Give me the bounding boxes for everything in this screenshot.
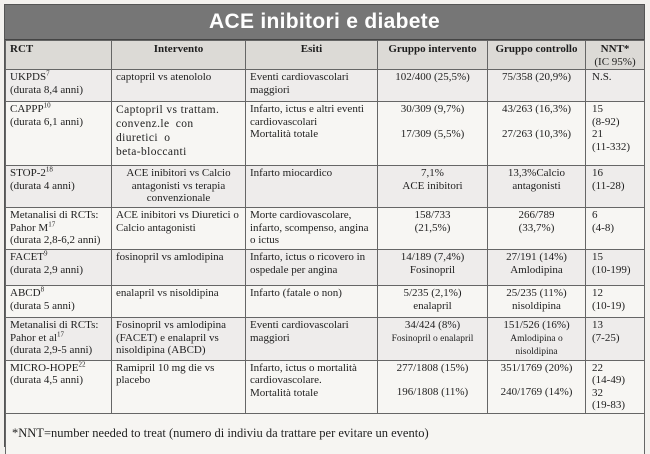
- cell-intervento: enalapril vs nisoldipina: [112, 286, 246, 318]
- footnote-row: [6, 413, 645, 454]
- cell-esiti: Morte cardiovascolare, infarto, scompenso, angina o ictus: [246, 208, 378, 250]
- table-row: [6, 318, 645, 361]
- cell-rct: ABCD$^8$ (durata 5 anni): [6, 286, 112, 318]
- cell-gruppo-controllo: 43/263 (16,3%) 27/263 (10,3%): [488, 102, 586, 166]
- cell-intervento: ACE inibitori vs Calcio antagonisti vs terapia convenzionale: [112, 166, 246, 208]
- cell-nnt: 22 (14-49) 32 (19-83): [586, 360, 645, 413]
- cell-gruppo-controllo: 13,3%Calcio antagonisti: [488, 166, 586, 208]
- table-row: [6, 286, 645, 318]
- footnote: *NNT=number needed to treat (numero di indiviu da trattare per evitare un evento): [6, 413, 645, 454]
- cell-gruppo-controllo: 351/1769 (20%) 240/1769 (14%): [488, 360, 586, 413]
- cell-gruppo-intervento: 102/400 (25,5%): [378, 70, 488, 102]
- table-row: [6, 208, 645, 250]
- header-intervento: Intervento: [112, 41, 246, 70]
- cell-gruppo-intervento: 7,1% ACE inibitori: [378, 166, 488, 208]
- header-nnt: [586, 41, 645, 70]
- cell-rct: UKPDS$^7$ (durata 8,4 anni): [6, 70, 112, 102]
- data-table: [5, 40, 645, 454]
- cell-gruppo-intervento: 158/733 (21,5%): [378, 208, 488, 250]
- cell-gruppo-intervento: 34/424 (8%) Fosinopril o enalapril: [378, 318, 488, 361]
- table-row: [6, 166, 645, 208]
- cell-rct: STOP-$2^{18}$ (durata 4 anni): [6, 166, 112, 208]
- header-rct: RCT: [6, 41, 112, 70]
- cell-gruppo-intervento: 5/235 (2,1%) enalapril: [378, 286, 488, 318]
- cell-nnt: 12 (10-19): [586, 286, 645, 318]
- header-esiti: Esiti: [246, 41, 378, 70]
- page-title: ACE inibitori e diabete: [5, 5, 644, 40]
- header-nnt-label: NNT*: [600, 43, 630, 55]
- cell-nnt: N.S.: [586, 70, 645, 102]
- cell-rct: FACET$^9$ (durata 2,9 anni): [6, 250, 112, 286]
- cell-intervento: fosinopril vs amlodipina: [112, 250, 246, 286]
- cell-rct: Metanalisi di RCTs: Pahor et $al^{17}$ (durata 2,9-5 anni): [6, 318, 112, 361]
- table-row: [6, 70, 645, 102]
- cell-nnt: 15 (8-92) 21 (11-332): [586, 102, 645, 166]
- header-row: [6, 41, 645, 70]
- cell-rct: Metanalisi di RCTs: Pahor $M^{17}$ (durata 2,8-6,2 anni): [6, 208, 112, 250]
- cell-esiti: Infarto (fatale o non): [246, 286, 378, 318]
- cell-gruppo-controllo: 266/789 (33,7%): [488, 208, 586, 250]
- cell-intervento: captopril vs atenololo: [112, 70, 246, 102]
- cell-nnt: 6 (4-8): [586, 208, 645, 250]
- cell-nnt: 13 (7-25): [586, 318, 645, 361]
- cell-rct: MICRO-HOPE$^{22}$ (durata 4,5 anni): [6, 360, 112, 413]
- cell-gruppo-intervento: 277/1808 (15%) 196/1808 (11%): [378, 360, 488, 413]
- cell-intervento: Captopril vs trattam. convenz.le con diuretici o beta-bloccanti: [112, 102, 246, 166]
- cell-esiti: Infarto miocardico: [246, 166, 378, 208]
- cell-nnt: 15 (10-199): [586, 250, 645, 286]
- cell-gruppo-controllo: 75/358 (20,9%): [488, 70, 586, 102]
- cell-gruppo-intervento: 14/189 (7,4%) Fosinopril: [378, 250, 488, 286]
- cell-gruppo-controllo: 25/235 (11%) nisoldipina: [488, 286, 586, 318]
- cell-esiti: Eventi cardiovascolari maggiori: [246, 70, 378, 102]
- cell-gruppo-controllo: 151/526 (16%) Amlodipina o nisoldipina: [488, 318, 586, 361]
- cell-esiti: Infarto, ictus o mortalità cardiovascolare. Mortalità totale: [246, 360, 378, 413]
- cell-intervento: ACE inibitori vs Diuretici o Calcio antagonisti: [112, 208, 246, 250]
- table-row: [6, 360, 645, 413]
- cell-gruppo-intervento: 30/309 (9,7%) 17/309 (5,5%): [378, 102, 488, 166]
- header-gruppo-intervento: Gruppo intervento: [378, 41, 488, 70]
- cell-esiti: Infarto, ictus o ricovero in ospedale per angina: [246, 250, 378, 286]
- cell-intervento: Fosinopril vs amlodipina (FACET) e enalapril vs nisoldipina (ABCD): [112, 318, 246, 361]
- cell-nnt: 16 (11-28): [586, 166, 645, 208]
- header-nnt-ci: (IC 95%): [594, 55, 636, 68]
- cell-intervento: Ramipril 10 mg die vs placebo: [112, 360, 246, 413]
- table-row: [6, 102, 645, 166]
- cell-esiti: Eventi cardiovascolari maggiori: [246, 318, 378, 361]
- table-sheet: [4, 4, 645, 447]
- cell-esiti: Infarto, ictus e altri eventi cardiovascolari Mortalità totale: [246, 102, 378, 166]
- cell-rct: CAPPP$^{10}$ (durata 6,1 anni): [6, 102, 112, 166]
- table-row: [6, 250, 645, 286]
- header-gruppo-controllo: Gruppo controllo: [488, 41, 586, 70]
- cell-gruppo-controllo: 27/191 (14%) Amlodipina: [488, 250, 586, 286]
